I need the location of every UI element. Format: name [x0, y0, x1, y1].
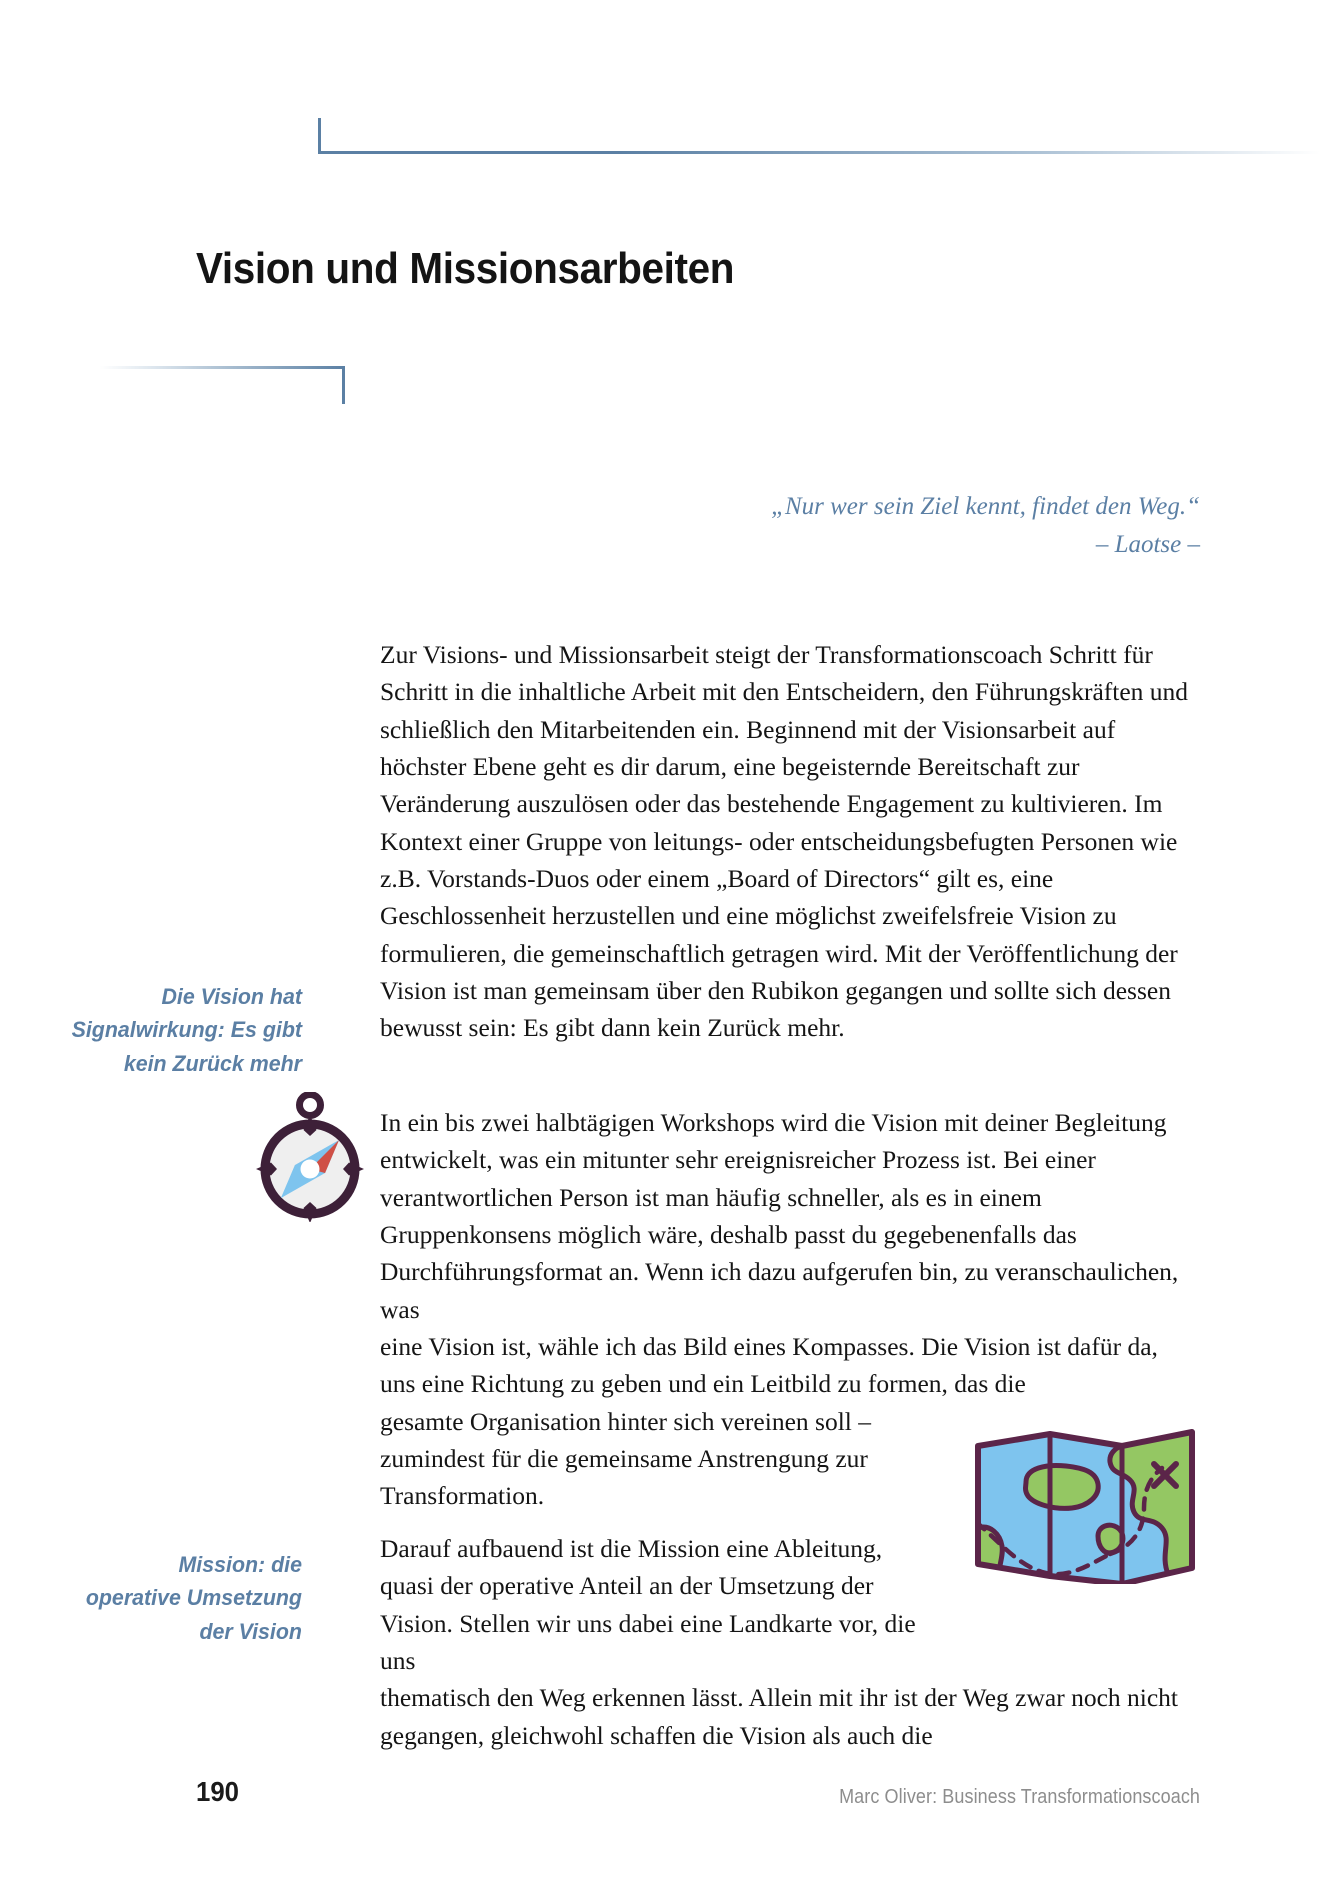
body-paragraph-mission-rest: thematisch den Weg erkennen lässt. Allein mit ihr ist der Weg zwar noch nicht gegangen, gleichwohl schaffen die Vision als auch die: [380, 1683, 1178, 1750]
subheader-rule-vertical: [342, 366, 345, 404]
footer-credit: Marc Oliver: Business Transformationscoach: [839, 1786, 1200, 1808]
sidenote-vision-line-1: Die Vision hat: [161, 984, 302, 1009]
compass-icon: [248, 1092, 372, 1222]
sidenote-mission-line-1: Mission: die: [178, 1552, 302, 1577]
subheader-rule-horizontal: [100, 366, 345, 369]
body-paragraph-compass-wrap: gesamte Organisation hinter sich vereinen soll – zumindest für die gemeinsame Anstrengung zur Transformation.: [380, 1406, 871, 1511]
pull-quote-author: – Laotse –: [1095, 531, 1200, 558]
body-paragraph-compass-rest: eine Vision ist, wähle ich das Bild eines Kompasses. Die Vision ist dafür da, uns eine Richtung zu geben und ein Leitbild zu formen, das die: [380, 1332, 1158, 1399]
pull-quote: [560, 488, 1200, 564]
body-paragraph-compass-indented: In ein bis zwei halbtägigen Workshops wird die Vision mit deiner Begleitung entwickelt, was ein mitunter sehr ereignisreicher Prozess ist. Bei einer verantwortlichen Person ist man häufig schneller, als es in einem Gruppenkonsens möglich wäre, deshalb passt du gegebenenfalls das Durchführungsformat an. Wenn ich dazu aufgerufen bin, zu veranschaulichen, was: [380, 1108, 1179, 1324]
sidenote-vision-line-2: Signalwirkung: Es gibt: [71, 1017, 302, 1043]
page-number: 190: [196, 1776, 239, 1807]
header-rule-vertical: [318, 118, 321, 154]
sidenote-mission-line-2: operative Umsetzung: [85, 1585, 302, 1611]
header-decorative-rule: [318, 118, 1320, 154]
sidenote-vision: [65, 980, 303, 1080]
body-paragraph-intro: Zur Visions- und Missionsarbeit steigt der Transformationscoach Schritt für Schritt in die inhaltliche Arbeit mit den Entscheidern, den Führungskräften und schließlich den Mitarbeitenden ein. Beginnend mit der Visionsarbeit auf höchster Ebene geht es dir darum, eine begeisternde Bereitschaft zur Veränderung auszulösen oder das bestehende Engagement zu kultivieren. Im Kontext einer Gruppe von leitungs- oder entscheidungsbefugten Personen wie z.B. Vorstands-Duos oder einem „Board of Directors“ gilt es, eine Geschlossenheit herzustellen und eine möglichst zweifelsfreie Vision zu formulieren, die gemeinschaftlich getragen wird. Mit der Veröffentlichung der Vision ist man gemeinsam über den Rubikon gegangen und sollte sich dessen bewusst sein: Es gibt dann kein Zurück mehr.: [380, 640, 1189, 1043]
subheader-decorative-rule: [100, 366, 345, 404]
sidenote-mission-line-3: der Vision: [199, 1618, 302, 1644]
body-paragraph-mission-container: [380, 1530, 1198, 1754]
pull-quote-text: „Nur wer sein Ziel kennt, findet den Weg.“: [771, 493, 1200, 520]
sidenote-mission: [65, 1548, 303, 1648]
header-rule-horizontal: [318, 151, 1320, 154]
body-paragraph-intro-container: [380, 636, 1198, 1047]
body-paragraph-mission-wrap: Darauf aufbauend ist die Mission eine Ableitung, quasi der operative Anteil an der Umsetzung der Vision. Stellen wir uns dabei eine Landkarte vor, die uns: [380, 1534, 916, 1676]
page-title: Vision und Missionsarbeiten: [196, 244, 735, 293]
sidenote-vision-line-3: kein Zurück mehr: [123, 1050, 302, 1076]
